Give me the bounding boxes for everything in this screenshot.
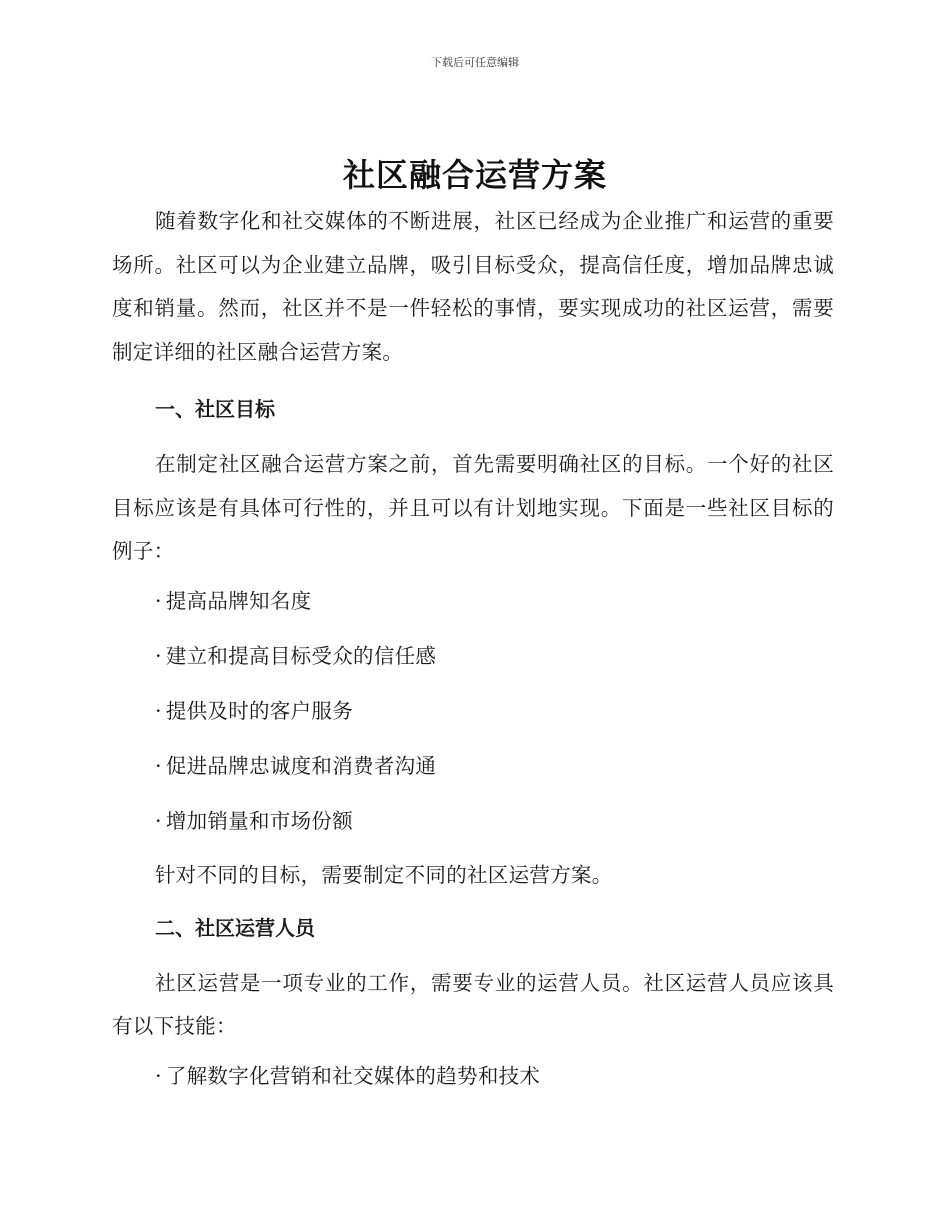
section-heading-staff: 二、社区运营人员	[155, 915, 315, 940]
list-item-text: 建立和提高目标受众的信任感	[165, 643, 437, 668]
list-item	[112, 629, 834, 684]
list-item	[112, 574, 834, 629]
bullet-dot-icon: ·	[155, 1063, 162, 1088]
section-heading-goals: 一、社区目标	[155, 397, 275, 421]
list-item-text: 提高品牌知名度	[165, 588, 312, 613]
staff-bullet-list	[112, 1049, 834, 1104]
list-item-text: 提供及时的客户服务	[165, 698, 354, 723]
list-item	[112, 684, 834, 739]
document-title: 社区融合运营方案	[342, 156, 607, 194]
header-note: 下载后可任意编辑	[431, 56, 519, 69]
list-item-text: 增加销量和市场份额	[165, 808, 354, 833]
goals-paragraph: 在制定社区融合运营方案之前，首先需要明确社区的目标。一个好的社区目标应该是有具体可行性的，并且可以有计划地实现。下面是一些社区目标的例子：	[112, 452, 834, 563]
staff-paragraph: 社区运营是一项专业的工作，需要专业的运营人员。社区运营人员应该具有以下技能：	[112, 970, 834, 1038]
list-item	[112, 1049, 834, 1104]
bullet-dot-icon: ·	[155, 588, 162, 613]
intro-paragraph: 随着数字化和社交媒体的不断进展，社区已经成为企业推广和运营的重要场所。社区可以为企业建立品牌，吸引目标受众，提高信任度，增加品牌忠诚度和销量。然而，社区并不是一件轻松的事情，要实现成功的社区运营，需要制定详细的社区融合运营方案。	[112, 209, 834, 364]
list-item-text: 促进品牌忠诚度和消费者沟通	[165, 753, 437, 778]
goals-bullet-list	[112, 574, 834, 849]
list-item	[112, 794, 834, 849]
bullet-dot-icon: ·	[155, 753, 162, 778]
list-item	[112, 739, 834, 794]
goals-closing-paragraph: 针对不同的目标，需要制定不同的社区运营方案。	[155, 862, 613, 887]
bullet-dot-icon: ·	[155, 808, 162, 833]
bullet-dot-icon: ·	[155, 698, 162, 723]
document-body	[112, 200, 834, 1104]
list-item-text: 了解数字化营销和社交媒体的趋势和技术	[165, 1063, 541, 1088]
bullet-dot-icon: ·	[155, 643, 162, 668]
